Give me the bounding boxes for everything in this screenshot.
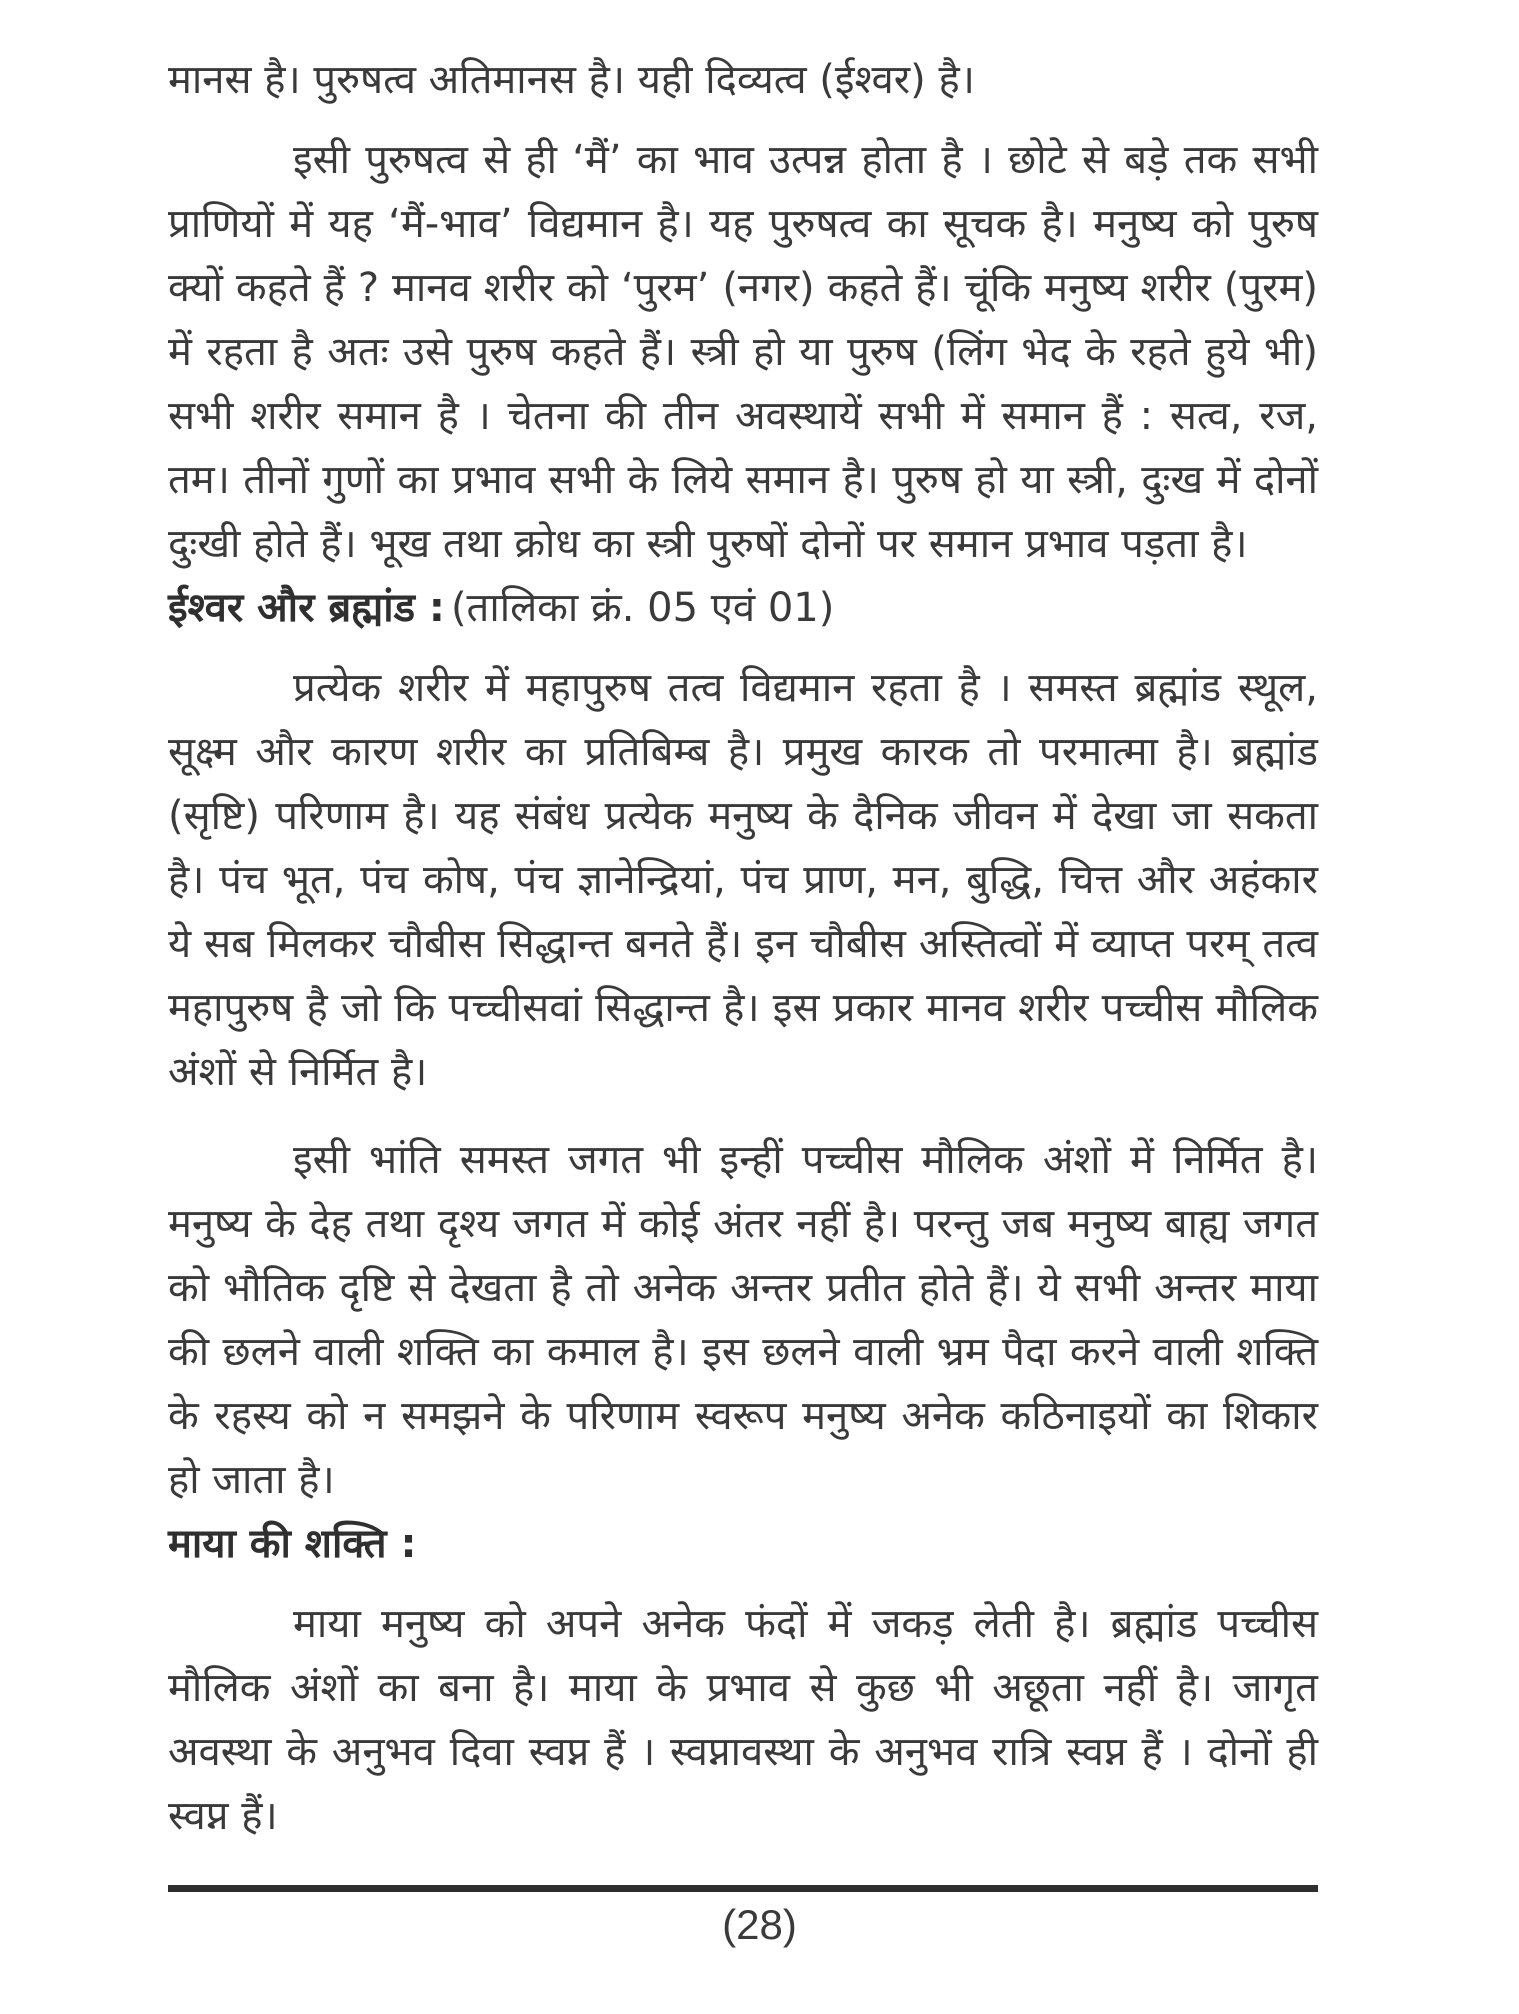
heading-title: ईश्वर और ब्रह्मांड : [168,585,445,631]
paragraph-mahapurush-tatva: प्रत्येक शरीर में महापुरुष तत्व विद्यमान रहता है । समस्त ब्रह्मांड स्थूल, सूक्ष्म और कारण शरीर का प्रतिबिम्ब है। प्रमुख कारक तो परमात्मा है। ब्रह्मांड (सृष्टि) परिणाम है। यह संबंध प्रत्येक मनुष्य के दैनिक जीवन में देखा जा सकता है। पंच भूत, पंच कोष, पंच ज्ञानेन्द्रियां, पंच प्राण, मन, बुद्धि, चित्त और अहंकार ये सब मिलकर चौबीस सिद्धान्त बनते हैं। इन चौबीस अस्तित्वों में व्याप्त परम् तत्व महापुरुष है जो कि पच्चीसवां सिद्धान्त है। इस प्रकार मानव शरीर पच्चीस मौलिक अंशों से निर्मित है। [168,665,1318,1095]
page-number: (28) [722,1901,797,1948]
paragraph-continuation: मानस है। पुरुषत्व अतिमानस है। यही दिव्यत्व (ईश्वर) है। [168,57,975,103]
paragraph-samast-jagat: इसी भांति समस्त जगत भी इन्हीं पच्चीस मौलिक अंशों में निर्मित है। मनुष्य के देह तथा दृश्य जगत में कोई अंतर नहीं है। परन्तु जब मनुष्य बाह्य जगत को भौतिक दृष्टि से देखता है तो अनेक अन्तर प्रतीत होते हैं। ये सभी अन्तर माया की छलने वाली शक्ति का कमाल है। इस छलने वाली भ्रम पैदा करने वाली शक्ति के रहस्य को न समझने के परिणाम स्वरूप मनुष्य अनेक कठिनाइयों का शिकार हो जाता है। [168,1137,1318,1503]
paragraph-maya: माया मनुष्य को अपने अनेक फंदों में जकड़ लेती है। ब्रह्मांड पच्चीस मौलिक अंशों का बना है। माया के प्रभाव से कुछ भी अछूता नहीं है। जागृत अवस्था के अनुभव दिवा स्वप्न हैं । स्वप्नावस्था के अनुभव रात्रि स्वप्न हैं । दोनों ही स्वप्न हैं। [168,1601,1318,1839]
paragraph-purushatva: इसी पुरुषत्व से ही ‘मैं’ का भाव उत्पन्न होता है । छोटे से बड़े तक सभी प्राणियों में यह ‘मैं-भाव’ विद्यमान है। यह पुरुषत्व का सूचक है। मनुष्य को पुरुष क्यों कहते हैं ? मानव शरीर को ‘पुरम’ (नगर) कहते हैं। चूंकि मनुष्य शरीर (पुरम) में रहता है अतः उसे पुरुष कहते हैं। स्त्री हो या पुरुष (लिंग भेद के रहते हुये भी) सभी शरीर समान है । चेतना की तीन अवस्थायें सभी में समान हैं : सत्व, रज, तम। तीनों गुणों का प्रभाव सभी के लिये समान है। पुरुष हो या स्त्री, दुःख में दोनों दुःखी होते हैं। भूख तथा क्रोध का स्त्री पुरुषों दोनों पर समान प्रभाव पड़ता है। [168,137,1318,567]
footer-divider [168,1885,1318,1892]
page-content [168,48,1318,1848]
heading-table-reference: (तालिका क्रं. 05 एवं 01) [450,585,835,631]
heading-title: माया की शक्ति : [168,1521,417,1567]
section-heading-maya-shakti [168,1512,1318,1576]
section-heading-ishwar-brahmand [168,576,1318,640]
